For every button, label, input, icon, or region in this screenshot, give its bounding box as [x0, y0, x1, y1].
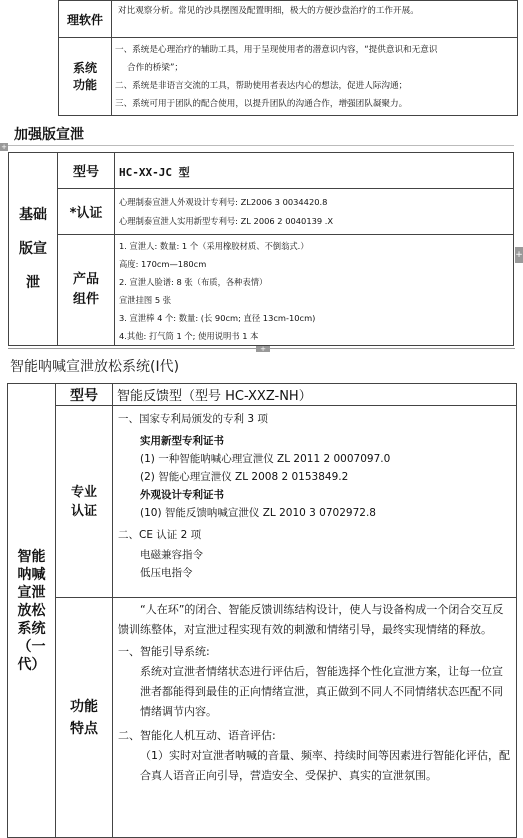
design-title: 外观设计专利证书 — [140, 489, 224, 501]
basic-cert-item: 心理制泰宣泄人实用新型专利号: ZL 2006 2 0040139 .X — [119, 216, 334, 226]
software-desc-cell — [112, 1, 518, 38]
feature1-text: 系统对宣泄者情绪状态进行评估后，智能选择个性化宣泄方案，让每一位宣泄者都能得到最佳的正向情绪宣泄，真正做到不同人不同情绪状态匹配不同情绪调节内容。 — [140, 665, 503, 718]
basic-product-cell — [115, 235, 514, 346]
basic-model-value: HC-XX-JC 型 — [119, 166, 190, 179]
basic-side-label-line: 基础 — [19, 207, 47, 223]
function-item: 三、系统可用于团队的配合使用，以提升团队的沟通合作，增强团队凝聚力。 — [115, 99, 408, 109]
smart-side-label-line: 放松 — [17, 602, 46, 619]
software-label-cell — [59, 1, 112, 38]
basic-table — [8, 152, 514, 346]
basic-product-item: 2. 宣泄人脸谱: 8 张（布质，各种表情） — [119, 277, 268, 287]
ce-item: 电磁兼容指令 — [140, 549, 203, 561]
basic-model-label-cell — [58, 153, 115, 189]
smart-feature-cell — [113, 598, 517, 838]
basic-side-label-line: 泄 — [26, 275, 40, 291]
design-item: (10) 智能反馈呐喊宣泄仪 ZL 2010 3 0702972.8 — [140, 507, 376, 519]
ce-title: 二、CE 认证 2 项 — [118, 529, 202, 541]
smart-feature-label-line1: 功能 — [70, 698, 98, 715]
ce-item: 低压电指令 — [140, 567, 193, 579]
function-list-cell — [112, 38, 518, 116]
smart-cert-label-line2: 认证 — [70, 503, 97, 519]
smart-cert-label-cell — [56, 406, 113, 598]
table-move-handle[interactable]: + — [1, 143, 7, 151]
basic-model-label: 型号 — [72, 165, 99, 180]
smart-side-label-line: 宣泄 — [17, 584, 46, 601]
utility-item: (2) 智能心理宣泄仪 ZL 2008 2 0153849.2 — [140, 471, 349, 483]
smart-side-label-line: 呐喊 — [17, 566, 46, 583]
feature2-title: 二、智能化人机互动、语音评估: — [118, 729, 276, 742]
basic-product-item: 3. 宣泄棒 4 个: 数量: (长 90cm; 直径 13cm-10cm) — [119, 313, 316, 323]
function-item: 一、系统是心理治疗的辅助工具，用于呈现使用者的潜意识内容，“提供意识和无意识 — [115, 45, 438, 55]
basic-cert-label: *认证 — [69, 206, 103, 221]
function-item: 合作的桥梁”； — [127, 63, 184, 73]
section-divider — [8, 145, 514, 146]
feature-intro: “人在环”的闭合、智能反馈训练结构设计，使人与设备构成一个闭合交互反馈训练整体，对宣泄过程实现有效的刺激和情绪引导，最终实现情绪的释放。 — [118, 603, 504, 636]
smart-cert-label-line1: 专业 — [70, 484, 97, 500]
feature2-text: （1）实时对宣泄者呐喊的音量、频率、持续时间等因素进行智能化评估，配合真人语音正向引导，营造安全、受保护、真实的宣泄氛围。 — [140, 749, 510, 782]
basic-cert-item: 心理制泰宣泄人外观设计专利号: ZL2006 3 0034420.8 — [119, 197, 328, 207]
page-break-marker[interactable]: + — [256, 346, 270, 352]
utility-item: (1) 一种智能呐喊心理宣泄仪 ZL 2011 2 0007097.0 — [140, 453, 391, 465]
cert-intro: 一、国家专利局颁发的专利 3 项 — [118, 413, 268, 425]
smart-side-label-line: 代） — [17, 656, 46, 673]
basic-cert-label-cell — [58, 189, 115, 235]
smart-model-label: 型号 — [70, 387, 98, 404]
basic-product-label-line2: 组件 — [72, 292, 99, 307]
side-expand-handle[interactable]: + — [515, 247, 523, 263]
smart-model-value-cell — [113, 384, 517, 406]
basic-product-item: 4.其他: 打气筒 1 个; 使用说明书 1 本 — [119, 331, 259, 341]
smart-model-label-cell — [56, 384, 113, 406]
utility-title: 实用新型专利证书 — [140, 435, 224, 447]
basic-cert-cell — [115, 189, 514, 235]
function-label-line1: 系统 — [72, 60, 97, 75]
basic-product-item: 高度: 170cm—180cm — [119, 259, 207, 269]
top-table — [58, 0, 518, 116]
basic-model-value-cell — [115, 153, 514, 189]
smart-side-label-line: 系统 — [17, 620, 46, 637]
basic-side-label-line: 版宣 — [19, 241, 47, 257]
smart-side-label-line: （一 — [17, 638, 46, 655]
function-item: 二、系统是非语言交流的工具，帮助使用者表达内心的想法，促进人际沟通； — [115, 81, 408, 91]
section2-heading: 加强版宣泄 — [14, 127, 84, 143]
software-desc: 对比观察分析。常见的沙具摆图及配置明细，极大的方便沙盘治疗的工作开展。 — [118, 6, 419, 16]
smart-side-label-cell — [8, 384, 56, 838]
smart-table — [7, 383, 517, 838]
smart-model-value: 智能反馈型（型号 HC-XXZ-NH） — [117, 389, 312, 404]
smart-side-label-line: 智能 — [17, 548, 46, 565]
smart-cert-cell — [113, 406, 517, 598]
smart-feature-label-cell — [56, 598, 113, 838]
smart-feature-label-line2: 特点 — [70, 720, 98, 737]
feature1-title: 一、智能引导系统: — [118, 645, 210, 658]
function-label-line2: 功能 — [72, 77, 97, 92]
basic-product-item: 1. 宣泄人: 数量: 1 个（采用橡胶材质、不倒翁式.） — [119, 241, 309, 251]
basic-product-label-line1: 产品 — [72, 272, 99, 287]
function-label-cell — [59, 38, 112, 116]
basic-product-item: 宣泄挂图 5 张 — [119, 295, 172, 305]
basic-side-label-cell — [9, 153, 58, 346]
basic-product-label-cell — [58, 235, 115, 346]
section3-heading: 智能呐喊宣泄放松系统(Ⅰ代) — [10, 359, 180, 375]
software-label: 理软件 — [66, 12, 103, 27]
